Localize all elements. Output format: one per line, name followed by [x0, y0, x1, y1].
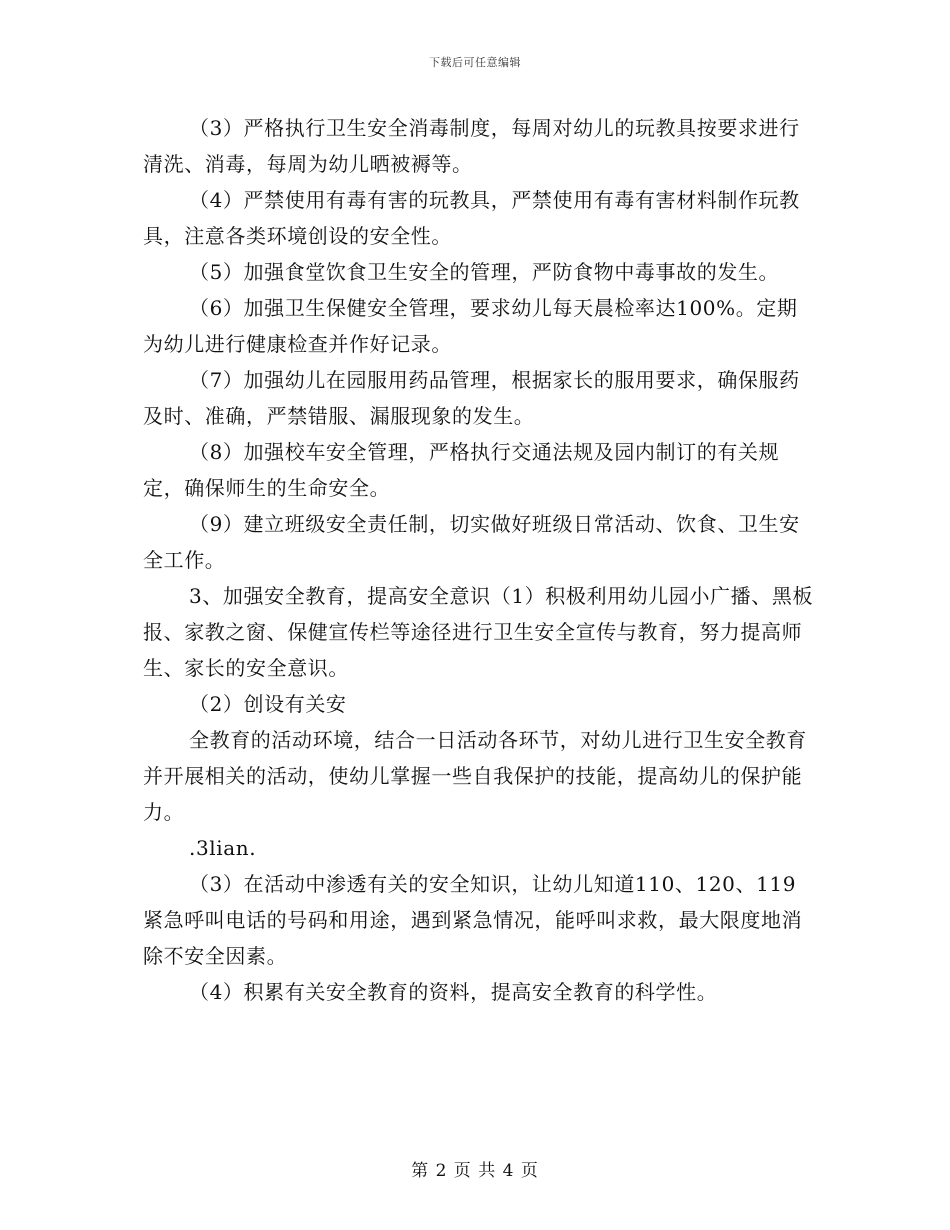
paragraph-toys-materials: （4）严禁使用有毒有害的玩教具，严禁使用有毒有害材料制作玩教具，注意各类环境创设的安全性。 — [143, 188, 800, 248]
paragraph-materials-accumulation: （4）积累有关安全教育的资料，提高安全教育的科学性。 — [189, 980, 718, 1004]
paragraph-create-environment: （2）创设有关安 — [189, 692, 347, 716]
paragraph-emergency-numbers: （3）在活动中渗透有关的安全知识，让幼儿知道110、120、119紧急呼叫电话的号码和用途，遇到紧急情况，能呼叫求救，最大限度地消除不安全因素。 — [143, 872, 803, 968]
paragraph-medicine: （7）加强幼儿在园服用药品管理，根据家长的服用要求，确保服药及时、准确，严禁错服、漏服现象的发生。 — [143, 368, 800, 428]
paragraph-watermark: .3lian. — [189, 836, 257, 860]
paragraph-safety-education: 3、加强安全教育，提高安全意识（1）积极利用幼儿园小广播、黑板报、家教之窗、保健宣传栏等途径进行卫生安全宣传与教育，努力提高师生、家长的安全意识。 — [143, 584, 814, 680]
document-body — [143, 110, 815, 1010]
paragraph-disinfection: （3）严格执行卫生安全消毒制度，每周对幼儿的玩教具按要求进行清洗、消毒，每周为幼儿晒被褥等。 — [143, 116, 800, 176]
paragraph-activity-environment: 全教育的活动环境，结合一日活动各环节，对幼儿进行卫生安全教育并开展相关的活动，使幼儿掌握一些自我保护的技能，提高幼儿的保护能力。 — [143, 728, 807, 824]
paragraph-health-check: （6）加强卫生保健安全管理，要求幼儿每天晨检率达100%。定期为幼儿进行健康检查并作好记录。 — [143, 296, 798, 356]
page-header: 下载后可任意编辑 — [429, 56, 521, 69]
paragraph-school-bus: （8）加强校车安全管理，严格执行交通法规及园内制订的有关规定，确保师生的生命安全。 — [143, 440, 780, 500]
paragraph-canteen: （5）加强食堂饮食卫生安全的管理，严防食物中毒事故的发生。 — [189, 260, 780, 284]
page-footer: 第 2 页 共 4 页 — [411, 1161, 539, 1181]
paragraph-class-responsibility: （9）建立班级安全责任制，切实做好班级日常活动、饮食、卫生安全工作。 — [143, 512, 800, 572]
